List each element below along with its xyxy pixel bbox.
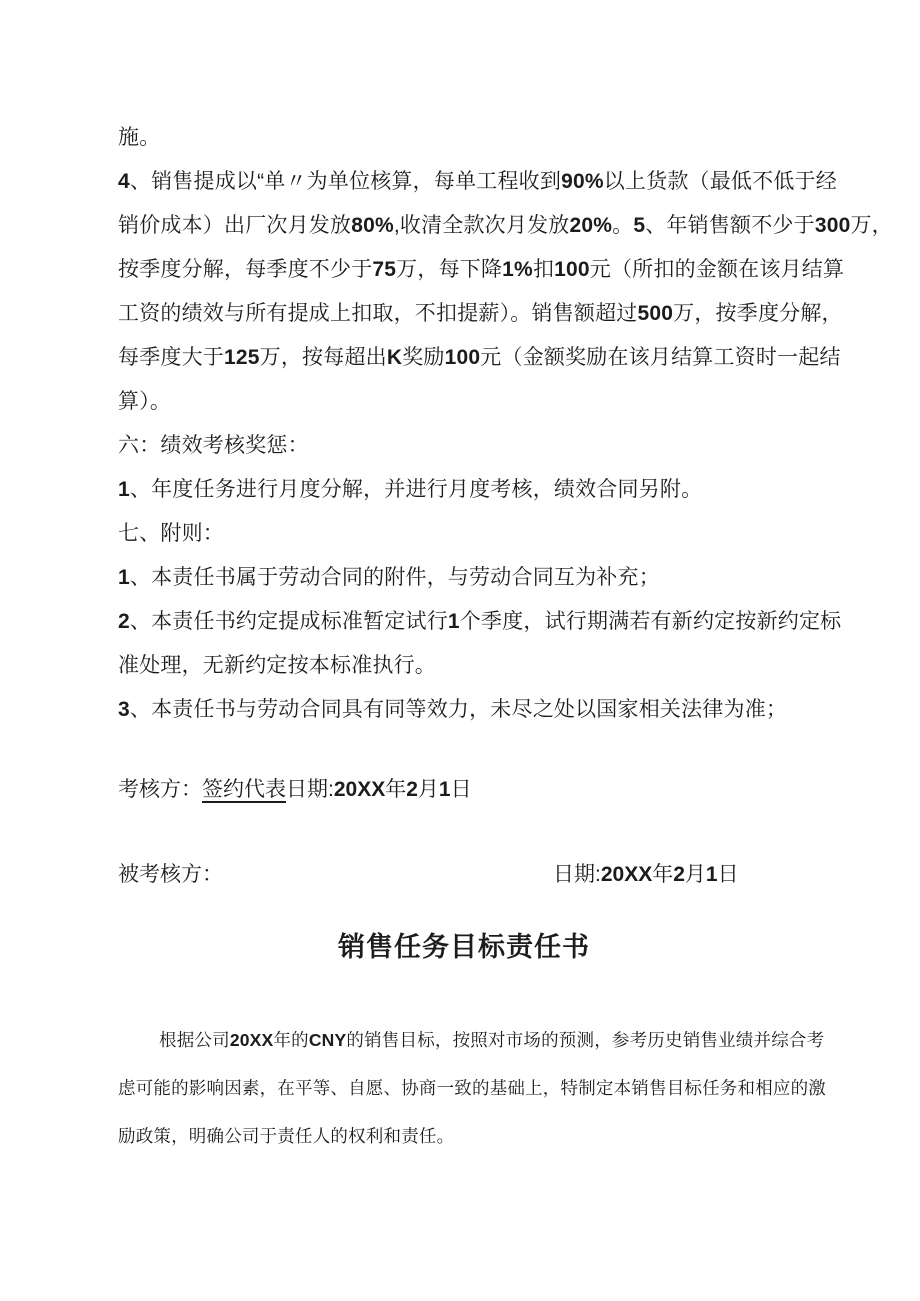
body-line: 施。 [118, 126, 161, 149]
body-line: 每季度大于125万，按每超出K奖励100元（金额奖励在该月结算工资时一起结 [118, 346, 841, 369]
assessor-signer-name: 签约代表 [202, 778, 286, 801]
assessor-signature-row [118, 768, 810, 812]
body-text-block [118, 116, 893, 732]
body-line: 准处理，无新约定按本标准执行。 [118, 654, 436, 677]
body-line: 4、销售提成以“单〃为单位核算，每单工程收到90%以上货款（最低不低于经 [118, 170, 837, 193]
body-line: 1、年度任务进行月度分解，并进行月度考核，绩效合同另附。 [118, 478, 703, 501]
section-heading-six: 六：绩效考核奖惩： [118, 434, 309, 457]
body-line: 1、本责任书属于劳动合同的附件，与劳动合同互为补充； [118, 566, 660, 589]
intro-paragraph [118, 1016, 826, 1160]
assessee-label: 被考核方： [118, 863, 223, 886]
intro-line: 根据公司20XX年的CNY的销售目标，按照对市场的预测，参考历史销售业绩并综合考 [159, 1030, 825, 1050]
document-title: 销售任务目标责任书 [338, 932, 590, 962]
assessor-label: 考核方： [118, 778, 202, 801]
assessee-signature-row [118, 853, 810, 897]
body-line: 算）。 [118, 390, 172, 413]
intro-line: 虑可能的影响因素，在平等、自愿、协商一致的基础上，特制定本销售目标任务和相应的激 [118, 1078, 826, 1098]
assessor-date: 日期:20XX年2月1日 [286, 778, 472, 801]
body-line: 工资的绩效与所有提成上扣取，不扣提薪）。销售额超过500万，按季度分解， [118, 302, 843, 325]
body-line: 2、本责任书约定提成标准暂定试行1个季度，试行期满若有新约定按新约定标 [118, 610, 842, 633]
body-line: 按季度分解，每季度不少于75万，每下降1%扣100元（所扣的金额在该月结算 [118, 258, 845, 281]
body-line: 3、本责任书与劳动合同具有同等效力，未尽之处以国家相关法律为准； [118, 698, 788, 721]
body-line: 销价成本）出厂次月发放80%,收清全款次月发放20%。5、年销售额不少于300万， [118, 214, 893, 237]
section-heading-seven: 七、附则： [118, 522, 224, 545]
assessee-date: 日期:20XX年2月1日 [553, 863, 739, 886]
intro-line: 励政策，明确公司于责任人的权利和责任。 [118, 1126, 455, 1146]
